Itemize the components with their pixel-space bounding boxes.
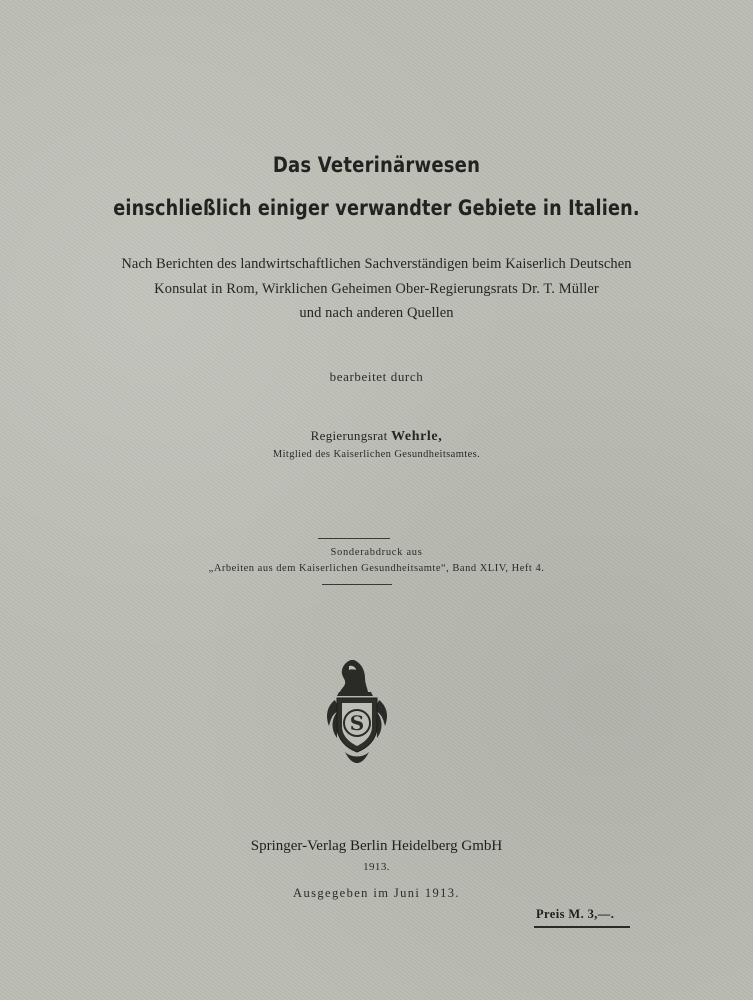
author-name: Wehrle, (391, 429, 443, 444)
title-line-2: einschließlich einiger verwandter Gebiete in Italien. (113, 196, 640, 220)
edited-by-label: bearbeitet durch (329, 369, 424, 384)
subtitle-line-1: Nach Berichten des landwirtschaftlichen Sachverständigen beim Kaiserlich Deutschen (121, 256, 632, 272)
emblem-letter: S (349, 711, 365, 735)
reprint-rule-bottom (322, 584, 392, 585)
author-title: Regierungsrat (310, 428, 388, 443)
subtitle-line-2: Konsulat in Rom, Wirklichen Geheimen Ober-Regierungsrats Dr. T. Müller (154, 281, 599, 297)
publication-year: 1913. (363, 861, 390, 873)
publisher-name: Springer-Verlag Berlin Heidelberg GmbH (250, 838, 503, 854)
price-underline (534, 926, 630, 928)
reprint-line-2: „Arbeiten aus dem Kaiserlichen Gesundheitsamte“, Band XLIV, Heft 4. (208, 563, 545, 574)
subtitle-line-3: und nach anderen Quellen (299, 305, 454, 321)
reprint-rule-top (318, 538, 390, 539)
reprint-line-1: Sonderabdruck aus (330, 547, 423, 558)
author-affiliation: Mitglied des Kaiserlichen Gesundheitsamtes. (272, 449, 481, 460)
price-label: Preis M. 3,—. (536, 907, 615, 921)
title-line-1: Das Veterinärwesen (272, 153, 481, 177)
author-line (0, 428, 753, 445)
issue-date: Ausgegeben im Juni 1913. (293, 886, 460, 900)
springer-knight-emblem-icon (321, 656, 393, 764)
